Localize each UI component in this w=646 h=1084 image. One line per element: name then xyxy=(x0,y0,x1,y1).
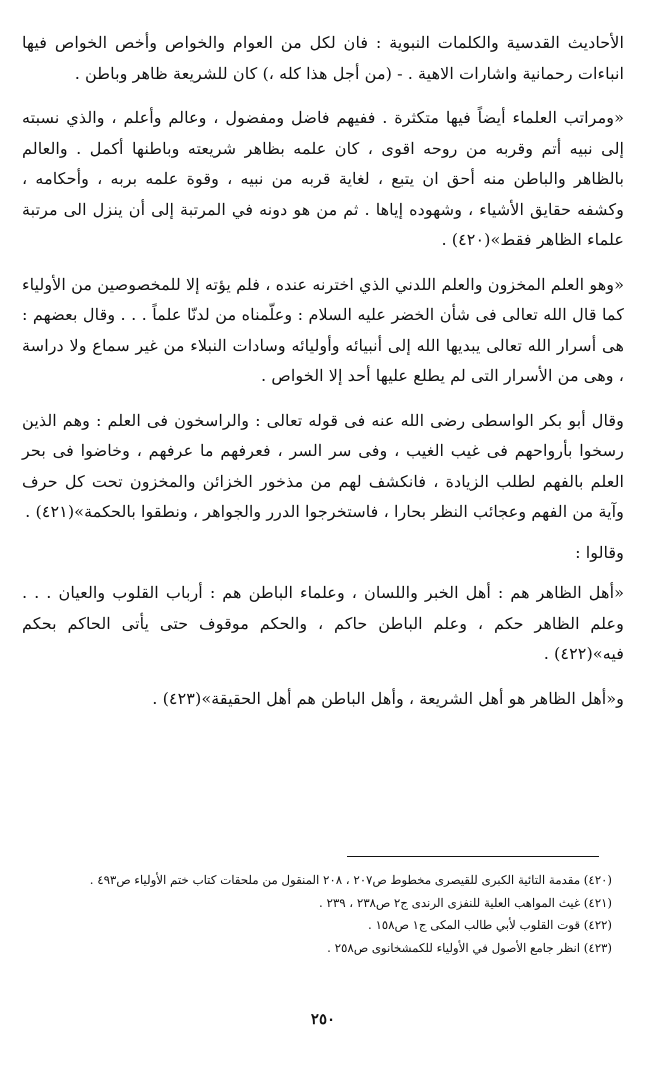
footnote-422: (٤٢٢) قوت القلوب لأبي طالب المكى ج١ ص١٥٨ . xyxy=(367,918,612,932)
paragraph-1: الأحاديث القدسية والكلمات النبوية : فان لكل من العوام والخواص وأخص الخواص فيها انباءات رحمانية واشارات الاهية . - (من أجل هذا كله ،) كان للشريعة ظاهر وباطن . xyxy=(22,33,624,83)
main-text xyxy=(22,28,624,724)
paragraph-2: «ومراتب العلماء أيضاً فيها متكثرة . ففيهم فاضل ومفضول ، وعالم وأعلم ، والذي نسبته إلى نبيه أتم وقربه من روحه اقوى ، كان علمه بظاهر شريعته وباطنها أكمل . والعالم بالظاهر والباطن منه أحق ان يتبع ، لغاية قربه من نبيه ، وقوة علمه بربه ، وأحكامه ، وكشفه حقايق الأشياء ، وشهوده إياها . ثم من هو دونه في المرتبة إلى أن ينزل الى مرتبة علماء الظاهر فقط»(٤٢٠) . xyxy=(22,108,624,249)
paragraph-4: وقال أبو بكر الواسطى رضى الله عنه فى قوله تعالى : والراسخون فى العلم : وهم الذين رسخوا بأرواحهم فى غيب الغيب ، وفى سر السر ، فعرفهم ما عرفهم ، وخاضوا فى بحر العلم بالفهم لطلب الزيادة ، فانكشف لهم من مذخور الخزائن والمخزون تحت كل حرف وآية من الفهم وعجائب النظر بحارا ، فاستخرجوا الدرر والجواهر ، ونطقوا بالحكمة»(٤٢١) . xyxy=(22,410,624,521)
footnote-421: (٤٢١) غيث المواهب العلية للنفزى الرندى ج٢ ص٢٣٨ ، ٢٣٩ . xyxy=(319,895,612,910)
page-number: ٢٥٠ xyxy=(310,1010,336,1028)
paragraph-3: «وهو العلم المخزون والعلم اللدني الذي اخترنه عنده ، فلم يؤته إلا للمخصوصين من الأولياء كما قال الله تعالى فى شأن الخضر عليه السلام : وعلّمناه من لدنّا علماً . . . وقال بعضهم : هى أسرار الله تعالى يبديها الله إلى أنبيائه وأوليائه وسادات النبلاء من غير سماع ولا دراسة ، وهى من الأسرار التى لم يطلع عليها أحد إلا الخواص . xyxy=(22,274,624,385)
footnote-divider xyxy=(347,856,599,857)
paragraph-5: وقالوا : xyxy=(575,542,624,562)
footnote-423: (٤٢٣) انظر جامع الأصول في الأولياء للكمشخانوى ص٢٥٨ . xyxy=(327,940,612,955)
paragraph-6: «أهل الظاهر هم : أهل الخبر واللسان ، وعلماء الباطن هم : أرباب القلوب والعيان . . . وعلم الظاهر حكم ، وعلم الباطن حاكم ، والحكم موقوف حتى يأتى الحاكم بحكم فيه»(٤٢٢) . xyxy=(22,583,624,663)
paragraph-7: و«أهل الظاهر هو أهل الشريعة ، وأهل الباطن هم أهل الحقيقة»(٤٢٣) . xyxy=(152,688,624,708)
footnotes xyxy=(22,870,612,960)
footnote-420: (٤٢٠) مقدمة التائية الكبرى للقيصرى مخطوط ص٢٠٧ ، ٢٠٨ المنقول من ملحقات كتاب ختم الأولياء ص٤٩٣ . xyxy=(89,873,612,887)
